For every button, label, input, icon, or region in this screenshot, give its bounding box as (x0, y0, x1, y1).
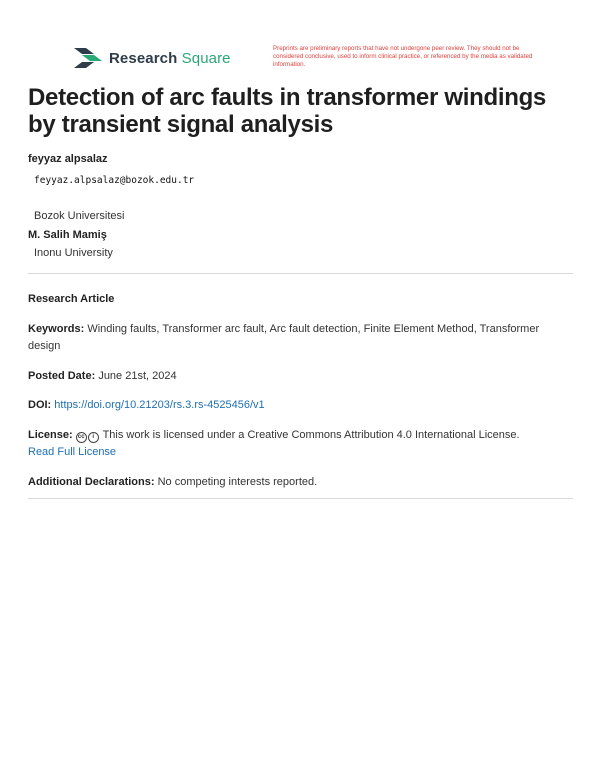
author-affiliation: Bozok Universitesi (34, 210, 125, 222)
posted-date-label: Posted Date: (28, 370, 96, 382)
declarations-value: No competing interests reported. (157, 476, 318, 488)
license-text: This work is licensed under a Creative Commons Attribution 4.0 International License. (102, 429, 520, 441)
logo-wordmark (109, 50, 231, 67)
posted-date (28, 368, 573, 385)
author-affiliation: Inonu University (34, 247, 113, 259)
author-email[interactable]: feyyaz.alpsalaz@bozok.edu.tr (34, 175, 195, 186)
author-name: M. Salih Mamiş (28, 229, 107, 241)
keywords-label: Keywords: (28, 323, 85, 335)
article-type-label: Research Article (28, 293, 115, 305)
cc-icon: cc (76, 432, 87, 443)
research-square-logo[interactable] (72, 44, 231, 72)
article-type (28, 291, 573, 308)
additional-declarations (28, 474, 573, 491)
keywords (28, 321, 573, 355)
license-label: License: (28, 429, 73, 441)
divider (28, 273, 573, 274)
doi-label: DOI: (28, 399, 52, 411)
author-name: feyyaz alpsalaz (28, 153, 108, 165)
by-icon: i (88, 432, 99, 443)
doi-link[interactable]: https://doi.org/10.21203/rs.3.rs-4525456/v1 (54, 399, 265, 411)
doi (28, 397, 573, 414)
divider (28, 498, 573, 499)
paper-title: Detection of arc faults in transformer windings by transient signal analysis (28, 84, 546, 138)
keywords-value: Winding faults, Transformer arc fault, Arc fault detection, Finite Element Method, Transformer design (28, 323, 540, 352)
posted-date-value: June 21st, 2024 (98, 370, 177, 382)
logo-text-accent: Square (181, 49, 231, 67)
preprint-disclaimer: Preprints are preliminary reports that have not undergone peer review. They should not be considered conclusive, used to inform clinical practice, or referenced by the media as validated information. (273, 45, 533, 68)
logo-text-main: Research (109, 49, 178, 67)
declarations-label: Additional Declarations: (28, 476, 155, 488)
license (28, 427, 573, 461)
research-square-logo-icon (72, 44, 104, 72)
read-full-license-link[interactable]: Read Full License (28, 446, 117, 458)
